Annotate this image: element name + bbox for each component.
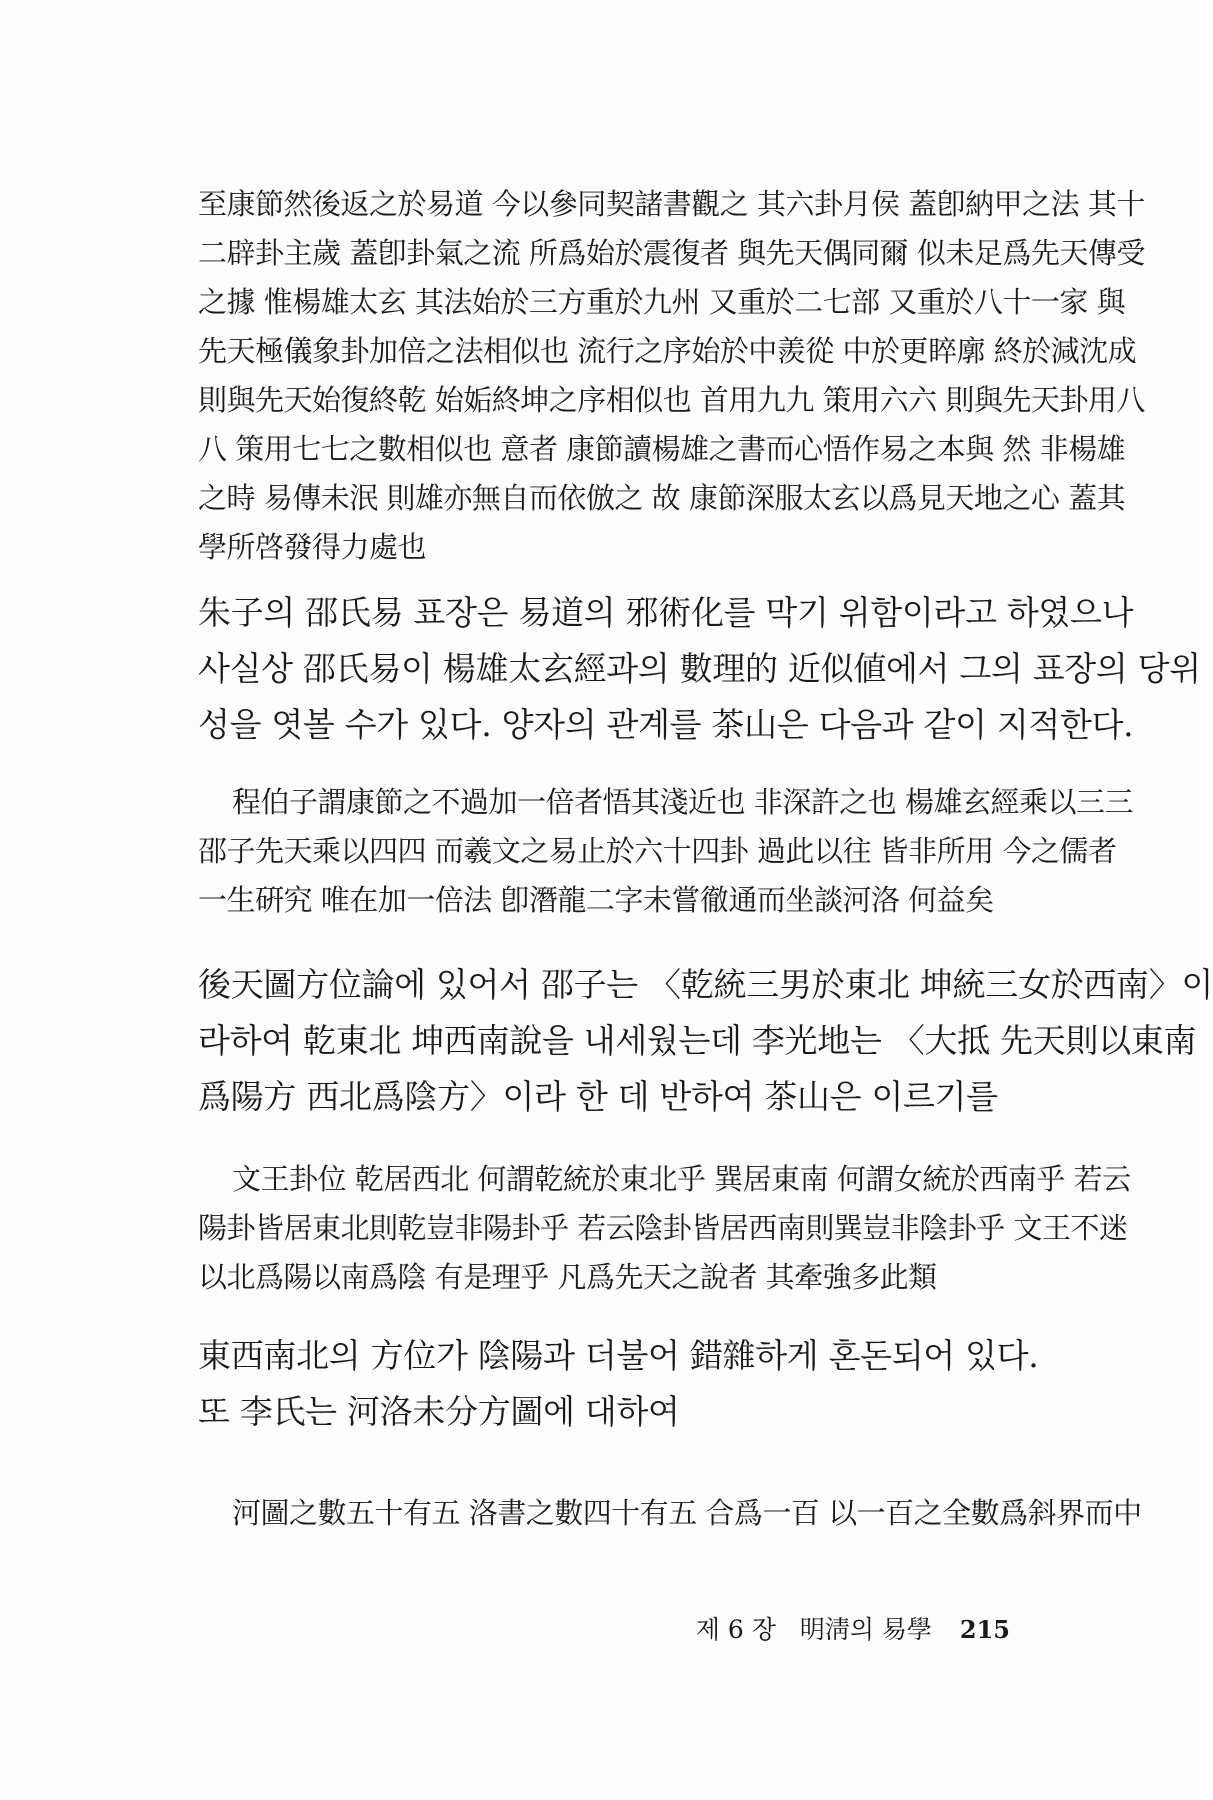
quote-line: 二辟卦主歲 蓋卽卦氣之流 所爲始於震復者 與先天偶同爾 似未足爲先天傳受 <box>198 236 1145 270</box>
paragraph-line: 또 李氏는 河洛未分方圖에 대하여 <box>198 1392 680 1431</box>
quote-line: 先天極儀象卦加倍之法相似也 流行之序始於中羨從 中於更睟廓 終於減沈成 <box>198 334 1137 368</box>
paragraph-line: 東西南北의 方位가 陰陽과 더불어 錯雜하게 혼돈되어 있다. <box>198 1336 1039 1375</box>
page-number: 215 <box>959 1615 1010 1644</box>
quote-line: 至康節然後返之於易道 今以參同契諸書觀之 其六卦月侯 蓋卽納甲之法 其十 <box>198 187 1145 221</box>
quote-line: 之時 易傳未泯 則雄亦無自而依倣之 故 康節深服太玄以爲見天地之心 蓋其 <box>198 481 1126 515</box>
running-footer <box>696 1610 1010 1646</box>
paragraph-line: 後天圖方位論에 있어서 邵子는 〈乾統三男於東北 坤統三女於西南〉이 <box>198 965 1213 1004</box>
classical-quotation-3 <box>198 1155 1131 1302</box>
paragraph-line: 라하여 乾東北 坤西南說을 내세웠는데 李光地는 〈大抵 先天則以東南 <box>198 1021 1197 1060</box>
body-paragraph-1 <box>198 585 1201 753</box>
quote-line: 八 策用七七之數相似也 意者 康節讀楊雄之書而心悟作易之本與 然 非楊雄 <box>198 432 1126 466</box>
paragraph-line: 성을 엿볼 수가 있다. 양자의 관계를 茶山은 다음과 같이 지적한다. <box>198 705 1134 744</box>
quote-line: 以北爲陽以南爲陰 有是理乎 凡爲先天之說者 其牽強多此類 <box>198 1260 937 1294</box>
quote-line: 學所啓發得力處也 <box>198 530 427 564</box>
quote-line: 則與先天始復終乾 始姤終坤之序相似也 首用九九 策用六六 則與先天卦用八 <box>198 383 1145 417</box>
quote-line: 之據 惟楊雄太玄 其法始於三方重於九州 又重於二七部 又重於八十一家 與 <box>198 285 1126 319</box>
classical-quotation-1 <box>198 180 1145 572</box>
quote-line: 陽卦皆居東北則乾豈非陽卦乎 若云陰卦皆居西南則巽豈非陰卦乎 文王不迷 <box>198 1211 1128 1245</box>
quote-line: 程伯子謂康節之不過加一倍者悟其淺近也 非深許之也 楊雄玄經乘以三三 <box>232 785 1133 819</box>
classical-quotation-2 <box>198 778 1133 925</box>
chapter-title: 明淸의 易學 <box>799 1615 932 1644</box>
chapter-label: 제 6 장 <box>695 1615 776 1644</box>
paragraph-line: 朱子의 邵氏易 표장은 易道의 邪術化를 막기 위함이라고 하였으나 <box>198 593 1134 632</box>
paragraph-line: 사실상 邵氏易이 楊雄太玄經과의 數理的 近似値에서 그의 표장의 당위 <box>198 649 1201 688</box>
quote-line: 一生硏究 唯在加一倍法 卽潛龍二字未嘗徹通而坐談河洛 何益矣 <box>198 883 994 917</box>
body-paragraph-2 <box>198 957 1213 1125</box>
quote-line: 文王卦位 乾居西北 何謂乾統於東北乎 巽居東南 何謂女統於西南乎 若云 <box>232 1162 1131 1196</box>
classical-quotation-4 <box>198 1489 1142 1538</box>
paragraph-line: 爲陽方 西北爲陰方〉이라 한 데 반하여 茶山은 이르기를 <box>198 1077 998 1116</box>
quote-line: 河圖之數五十有五 洛書之數四十有五 合爲一百 以一百之全數爲斜界而中 <box>232 1496 1142 1530</box>
quote-line: 邵子先天乘以四四 而羲文之易止於六十四卦 過此以往 皆非所用 今之儒者 <box>198 834 1117 868</box>
body-paragraph-3 <box>198 1328 1068 1440</box>
